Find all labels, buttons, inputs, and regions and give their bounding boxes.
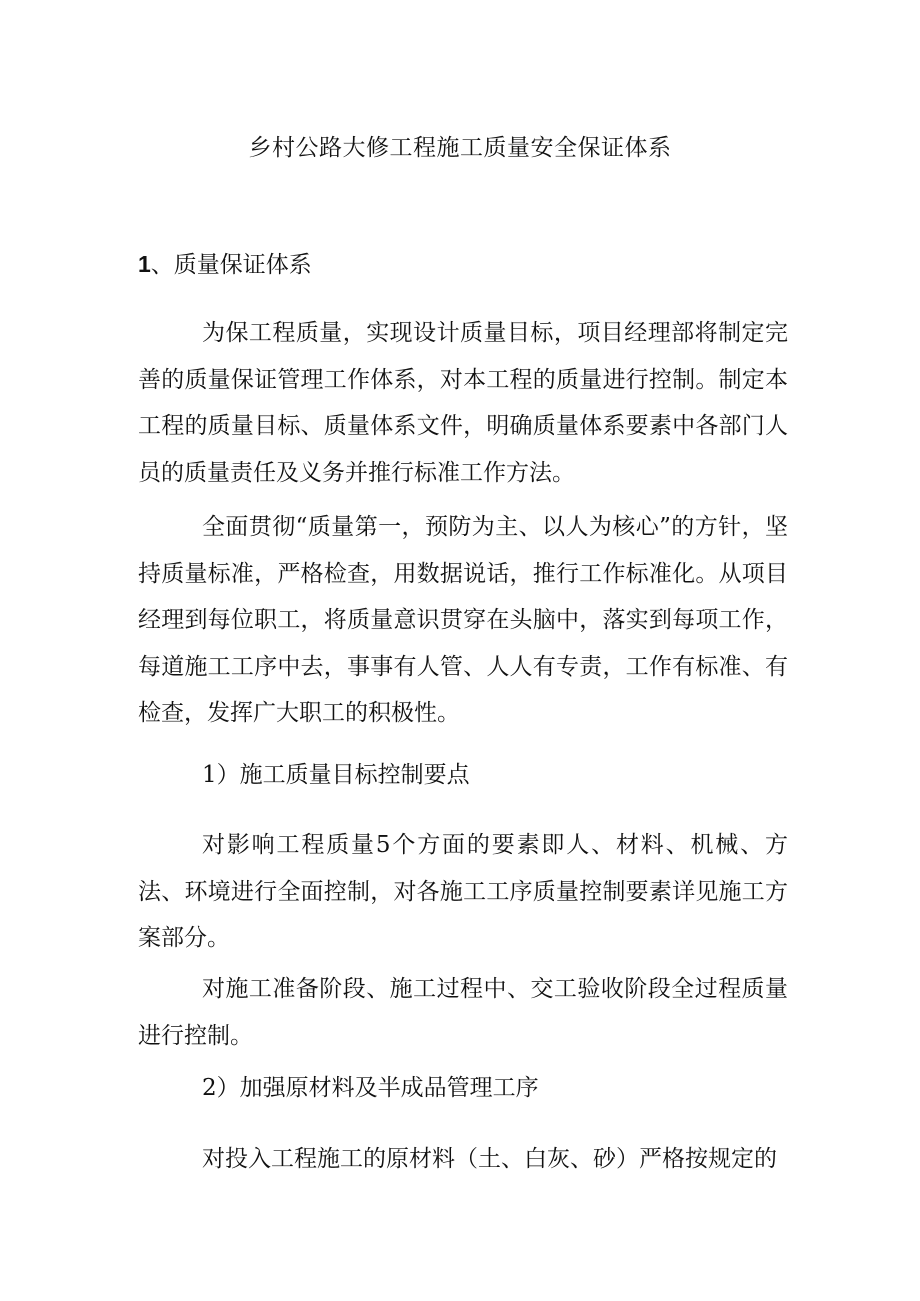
section-number: 1	[138, 251, 151, 277]
paragraph-process-control: 对施工准备阶段、施工过程中、交工验收阶段全过程质量进行控制。	[138, 976, 788, 1049]
subsection-title-materials-management: 2）加强原材料及半成品管理工序	[202, 1075, 539, 1101]
paragraph-quality-policy: 全面贯彻“质量第一，预防为主、以人为核心”的方针，坚持质量标准，严格检查，用数据说话，推行工作标准化。从项目经理到每位职工，将质量意识贯穿在头脑中，落实到每项工作，每道施工工序中去，事事有人管、人人有专责，工作有标准、有检查，发挥广大职工的积极性。	[138, 514, 788, 726]
section-heading-text: 、质量保证体系	[150, 252, 312, 278]
paragraph-raw-materials: 对投入工程施工的原材料（土、白灰、砂）严格按规定的	[202, 1146, 777, 1172]
section-heading	[138, 244, 312, 285]
paragraph-five-factors: 对影响工程质量5个方面的要素即人、材料、机械、方法、环境进行全面控制，对各施工工序质量控制要素详见施工方案部分。	[138, 832, 788, 951]
paragraph-quality-system: 为保工程质量，实现设计质量目标，项目经理部将制定完善的质量保证管理工作体系，对本工程的质量进行控制。制定本工程的质量目标、质量体系文件，明确质量体系要素中各部门人员的质量责任及义务并推行标准工作方法。	[138, 320, 788, 486]
document-title: 乡村公路大修工程施工质量安全保证体系	[248, 135, 672, 161]
subsection-title-quality-control-points: 1）施工质量目标控制要点	[202, 762, 470, 788]
